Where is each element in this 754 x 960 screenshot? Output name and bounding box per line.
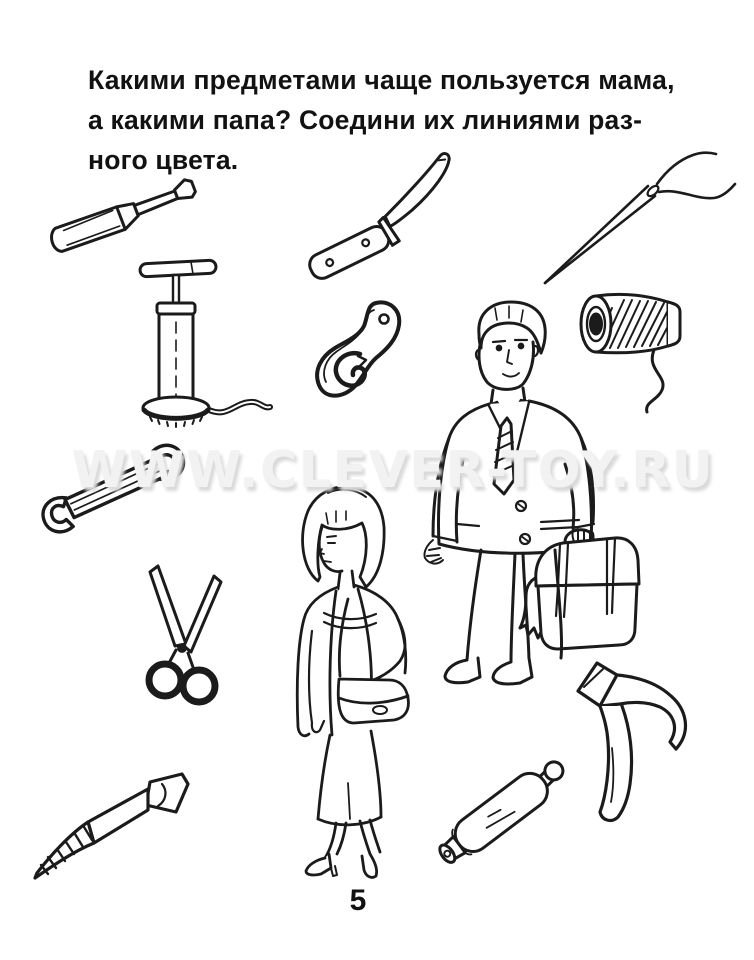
task-line-2: а какими папа? Соедини их линиями раз- xyxy=(88,105,643,135)
scissors-illustration xyxy=(128,560,236,710)
wrench-illustration xyxy=(32,436,194,541)
watermark-text: WWW.CLEVER-TOY.RU xyxy=(72,441,715,499)
hammer-illustration xyxy=(570,656,705,828)
screwdriver-illustration xyxy=(36,168,201,263)
rolling-pin-illustration xyxy=(428,735,580,887)
task-line-1: Какими предметами чаще пользуется мама, xyxy=(88,65,675,95)
hand-pump-illustration xyxy=(112,256,274,430)
page-number: 5 xyxy=(349,884,367,917)
screw-illustration xyxy=(30,772,188,886)
needle-and-thread-illustration xyxy=(538,150,738,292)
woman-mama-illustration xyxy=(278,483,443,878)
bottle-opener-illustration xyxy=(314,298,410,410)
knife-illustration xyxy=(290,158,475,276)
task-line-3: ного цвета. xyxy=(88,145,239,175)
man-papa-illustration xyxy=(423,298,655,690)
